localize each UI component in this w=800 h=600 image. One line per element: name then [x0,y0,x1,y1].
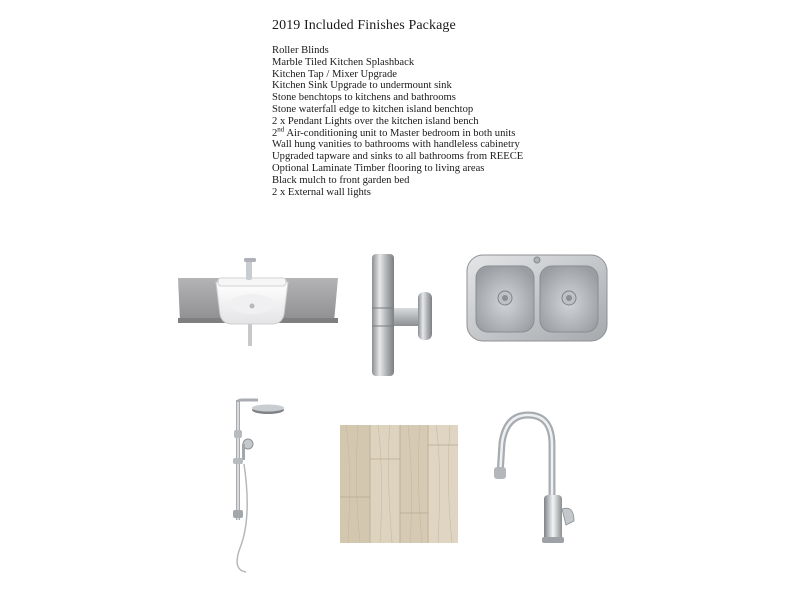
list-item: Wall hung vanities to bathrooms with handleless cabinetry [272,139,520,151]
list-item: Kitchen Tap / Mixer Upgrade [272,68,397,80]
external-wall-light-image [368,250,438,378]
list-item: Kitchen Sink Upgrade to undermount sink [272,80,452,92]
rail-shower-set-image [222,398,288,576]
list-item: Optional Laminate Timber flooring to living areas [272,162,485,174]
list-item: 2 x External wall lights [272,186,371,198]
list-item [272,125,523,140]
list-item: 2 x Pendant Lights over the kitchen island bench [272,115,479,127]
laminate-timber-flooring-sample-image [340,425,458,543]
document-title: 2019 Included Finishes Package [272,18,456,33]
kitchen-mixer-tap-image [490,405,580,545]
finishes-list [272,45,523,198]
list-item-number: 2 [272,127,278,139]
bathroom-basin-image [178,252,338,347]
list-item: Stone waterfall edge to kitchen island benchtop [272,103,474,115]
list-item: Roller Blinds [272,45,329,56]
list-item: Stone benchtops to kitchens and bathrooms [272,92,456,104]
list-item: Black mulch to front garden bed [272,174,410,186]
double-bowl-undermount-sink-image [466,254,608,342]
list-item-text: Air-conditioning unit to Master bedroom in both units [286,127,516,139]
list-item: Upgraded tapware and sinks to all bathrooms from REECE [272,151,524,163]
list-item: Marble Tiled Kitchen Splashback [272,56,415,68]
list-item-superscript: nd [277,125,285,134]
